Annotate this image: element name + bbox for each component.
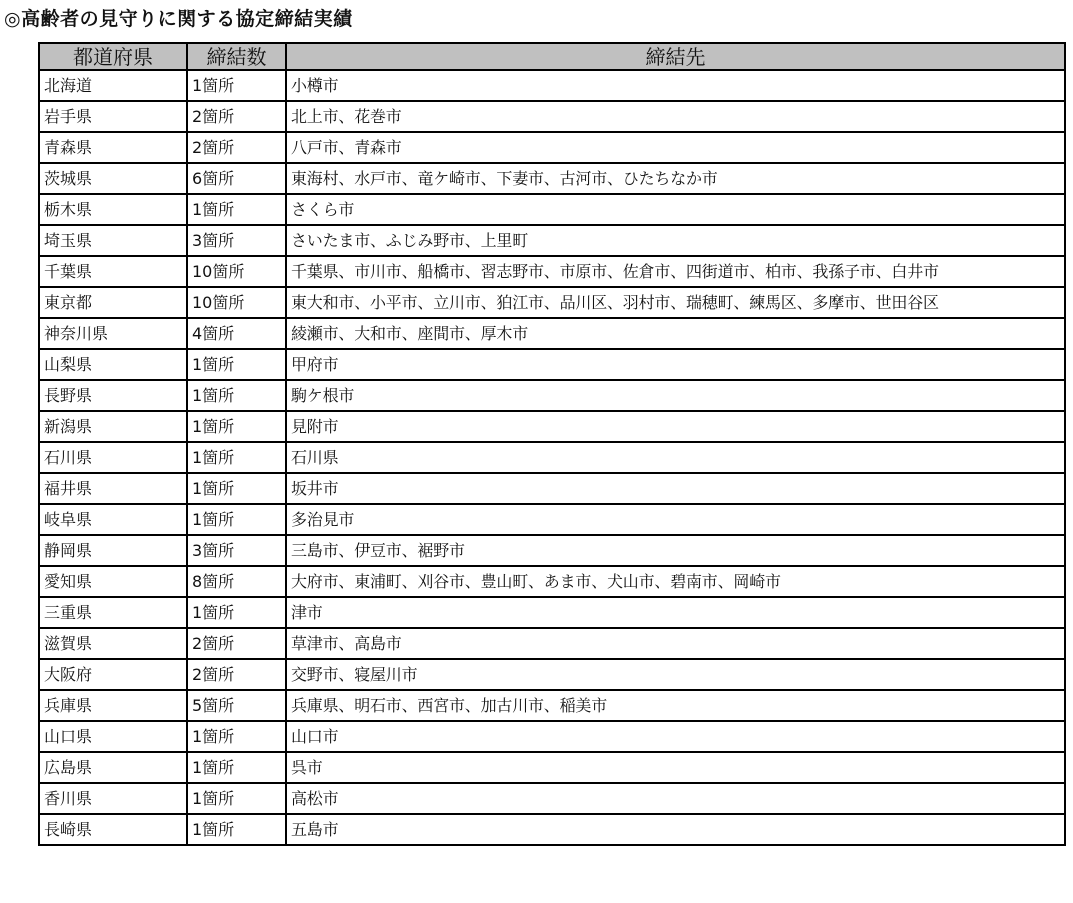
partners-cell: 八戸市、青森市 (286, 132, 1065, 163)
prefecture-cell: 兵庫県 (39, 690, 187, 721)
prefecture-cell: 神奈川県 (39, 318, 187, 349)
count-cell: 3箇所 (187, 225, 286, 256)
table-row (39, 411, 1065, 442)
prefecture-cell: 広島県 (39, 752, 187, 783)
header-prefecture: 都道府県 (39, 43, 187, 70)
count-cell: 8箇所 (187, 566, 286, 597)
count-cell: 2箇所 (187, 101, 286, 132)
count-cell: 1箇所 (187, 721, 286, 752)
partners-cell: 津市 (286, 597, 1065, 628)
table-row (39, 814, 1065, 845)
partners-cell: 兵庫県、明石市、西宮市、加古川市、稲美市 (286, 690, 1065, 721)
prefecture-cell: 東京都 (39, 287, 187, 318)
count-cell: 1箇所 (187, 473, 286, 504)
table-row (39, 163, 1065, 194)
partners-cell: 呉市 (286, 752, 1065, 783)
table-body (39, 70, 1065, 845)
partners-cell: 三島市、伊豆市、裾野市 (286, 535, 1065, 566)
agreements-table (38, 42, 1066, 846)
table-row (39, 380, 1065, 411)
count-cell: 1箇所 (187, 380, 286, 411)
table-row (39, 752, 1065, 783)
count-cell: 1箇所 (187, 752, 286, 783)
partners-cell: 東大和市、小平市、立川市、狛江市、品川区、羽村市、瑞穂町、練馬区、多摩市、世田谷区 (286, 287, 1065, 318)
table-row (39, 287, 1065, 318)
count-cell: 1箇所 (187, 814, 286, 845)
table-row (39, 442, 1065, 473)
table-row (39, 70, 1065, 101)
count-cell: 1箇所 (187, 349, 286, 380)
table-row (39, 566, 1065, 597)
count-cell: 10箇所 (187, 287, 286, 318)
count-cell: 1箇所 (187, 597, 286, 628)
partners-cell: 石川県 (286, 442, 1065, 473)
header-row (39, 43, 1065, 70)
table-row (39, 473, 1065, 504)
prefecture-cell: 愛知県 (39, 566, 187, 597)
prefecture-cell: 福井県 (39, 473, 187, 504)
count-cell: 5箇所 (187, 690, 286, 721)
table-header (39, 43, 1065, 70)
partners-cell: さいたま市、ふじみ野市、上里町 (286, 225, 1065, 256)
prefecture-cell: 茨城県 (39, 163, 187, 194)
table-row (39, 101, 1065, 132)
prefecture-cell: 栃木県 (39, 194, 187, 225)
count-cell: 1箇所 (187, 411, 286, 442)
count-cell: 10箇所 (187, 256, 286, 287)
table-row (39, 659, 1065, 690)
prefecture-cell: 山口県 (39, 721, 187, 752)
partners-cell: 見附市 (286, 411, 1065, 442)
table-row (39, 225, 1065, 256)
count-cell: 1箇所 (187, 194, 286, 225)
prefecture-cell: 滋賀県 (39, 628, 187, 659)
count-cell: 2箇所 (187, 659, 286, 690)
partners-cell: さくら市 (286, 194, 1065, 225)
partners-cell: 千葉県、市川市、船橋市、習志野市、市原市、佐倉市、四街道市、柏市、我孫子市、白井市 (286, 256, 1065, 287)
table-row (39, 721, 1065, 752)
count-cell: 6箇所 (187, 163, 286, 194)
partners-cell: 綾瀬市、大和市、座間市、厚木市 (286, 318, 1065, 349)
count-cell: 2箇所 (187, 628, 286, 659)
table-row (39, 690, 1065, 721)
partners-cell: 小樽市 (286, 70, 1065, 101)
prefecture-cell: 山梨県 (39, 349, 187, 380)
prefecture-cell: 静岡県 (39, 535, 187, 566)
partners-cell: 大府市、東浦町、刈谷市、豊山町、あま市、犬山市、碧南市、岡崎市 (286, 566, 1065, 597)
prefecture-cell: 長野県 (39, 380, 187, 411)
prefecture-cell: 長崎県 (39, 814, 187, 845)
partners-cell: 甲府市 (286, 349, 1065, 380)
partners-cell: 多治見市 (286, 504, 1065, 535)
partners-cell: 山口市 (286, 721, 1065, 752)
table-row (39, 318, 1065, 349)
partners-cell: 駒ケ根市 (286, 380, 1065, 411)
table-row (39, 194, 1065, 225)
prefecture-cell: 新潟県 (39, 411, 187, 442)
partners-cell: 草津市、高島市 (286, 628, 1065, 659)
table-row (39, 535, 1065, 566)
prefecture-cell: 千葉県 (39, 256, 187, 287)
partners-cell: 高松市 (286, 783, 1065, 814)
prefecture-cell: 埼玉県 (39, 225, 187, 256)
count-cell: 3箇所 (187, 535, 286, 566)
page-title: ◎高齢者の見守りに関する協定締結実績 (4, 8, 353, 30)
count-cell: 1箇所 (187, 442, 286, 473)
count-cell: 1箇所 (187, 504, 286, 535)
table-row (39, 628, 1065, 659)
count-cell: 1箇所 (187, 70, 286, 101)
table-row (39, 597, 1065, 628)
partners-cell: 交野市、寝屋川市 (286, 659, 1065, 690)
table-row (39, 349, 1065, 380)
partners-cell: 坂井市 (286, 473, 1065, 504)
header-partners: 締結先 (286, 43, 1065, 70)
table-row (39, 132, 1065, 163)
partners-cell: 東海村、水戸市、竜ケ崎市、下妻市、古河市、ひたちなか市 (286, 163, 1065, 194)
header-count: 締結数 (187, 43, 286, 70)
count-cell: 2箇所 (187, 132, 286, 163)
partners-cell: 五島市 (286, 814, 1065, 845)
count-cell: 1箇所 (187, 783, 286, 814)
prefecture-cell: 石川県 (39, 442, 187, 473)
partners-cell: 北上市、花巻市 (286, 101, 1065, 132)
prefecture-cell: 香川県 (39, 783, 187, 814)
prefecture-cell: 岩手県 (39, 101, 187, 132)
count-cell: 4箇所 (187, 318, 286, 349)
table-row (39, 504, 1065, 535)
prefecture-cell: 岐阜県 (39, 504, 187, 535)
table-row (39, 256, 1065, 287)
prefecture-cell: 北海道 (39, 70, 187, 101)
table-row (39, 783, 1065, 814)
prefecture-cell: 三重県 (39, 597, 187, 628)
prefecture-cell: 青森県 (39, 132, 187, 163)
prefecture-cell: 大阪府 (39, 659, 187, 690)
